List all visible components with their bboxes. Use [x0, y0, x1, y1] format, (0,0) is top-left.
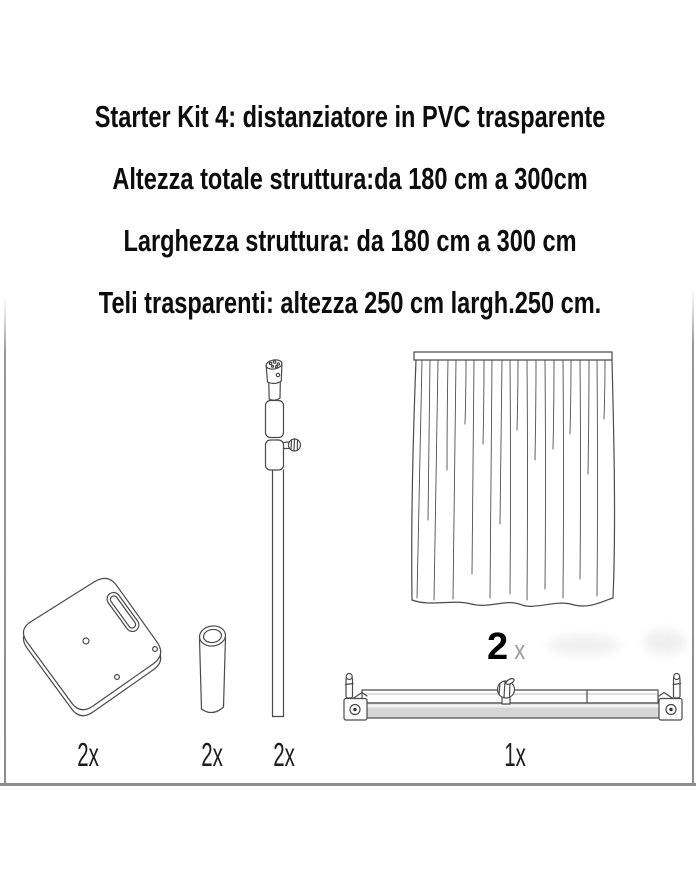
spec-line-width: Larghezza struttura: da 180 cm a 300 cm	[123, 223, 577, 258]
frame-border-right	[692, 290, 694, 785]
pole-locking-knob-icon	[284, 439, 301, 451]
curtain-body	[412, 360, 615, 606]
frame-border-left	[4, 298, 6, 785]
frame-border-bottom	[0, 783, 696, 786]
quantity-label-tube: 2x	[201, 736, 223, 773]
crossbar-lower-tube	[351, 703, 673, 718]
crossbar-drawing	[336, 670, 690, 734]
spec-line-total-height: Altezza totale struttura:da 180 cm a 300cm	[112, 161, 588, 196]
curtain-header-rail	[414, 352, 612, 360]
spec-line-sheets: Teli trasparenti: altezza 250 cm largh.250 cm.	[98, 285, 602, 320]
quantity-label-base-plate: 2x	[77, 736, 99, 773]
quantity-label-curtain	[487, 626, 527, 669]
title-line-kit: Starter Kit 4: distanziatore in PVC trasparente	[94, 99, 606, 134]
title-block	[0, 86, 700, 334]
quantity-label-pole: 2x	[273, 736, 295, 773]
transparent-curtain-drawing	[406, 348, 618, 616]
telescopic-pole-drawing	[253, 352, 305, 724]
watermark-smudge	[548, 636, 620, 654]
pole-upper-sections	[266, 383, 284, 471]
perforated-cap-icon	[265, 359, 282, 384]
curtain-quantity-suffix: x	[514, 635, 526, 665]
base-plate-drawing	[6, 563, 178, 725]
crossbar-right-pin-icon	[673, 674, 681, 699]
watermark-smudge	[644, 630, 686, 654]
crossbar-left-pin-icon	[346, 674, 354, 699]
quantity-label-crossbar: 1x	[504, 736, 526, 773]
pole-lower-tube	[273, 470, 284, 717]
curtain-quantity-number: 2	[487, 626, 509, 668]
tube-sleeve-drawing	[193, 616, 235, 723]
